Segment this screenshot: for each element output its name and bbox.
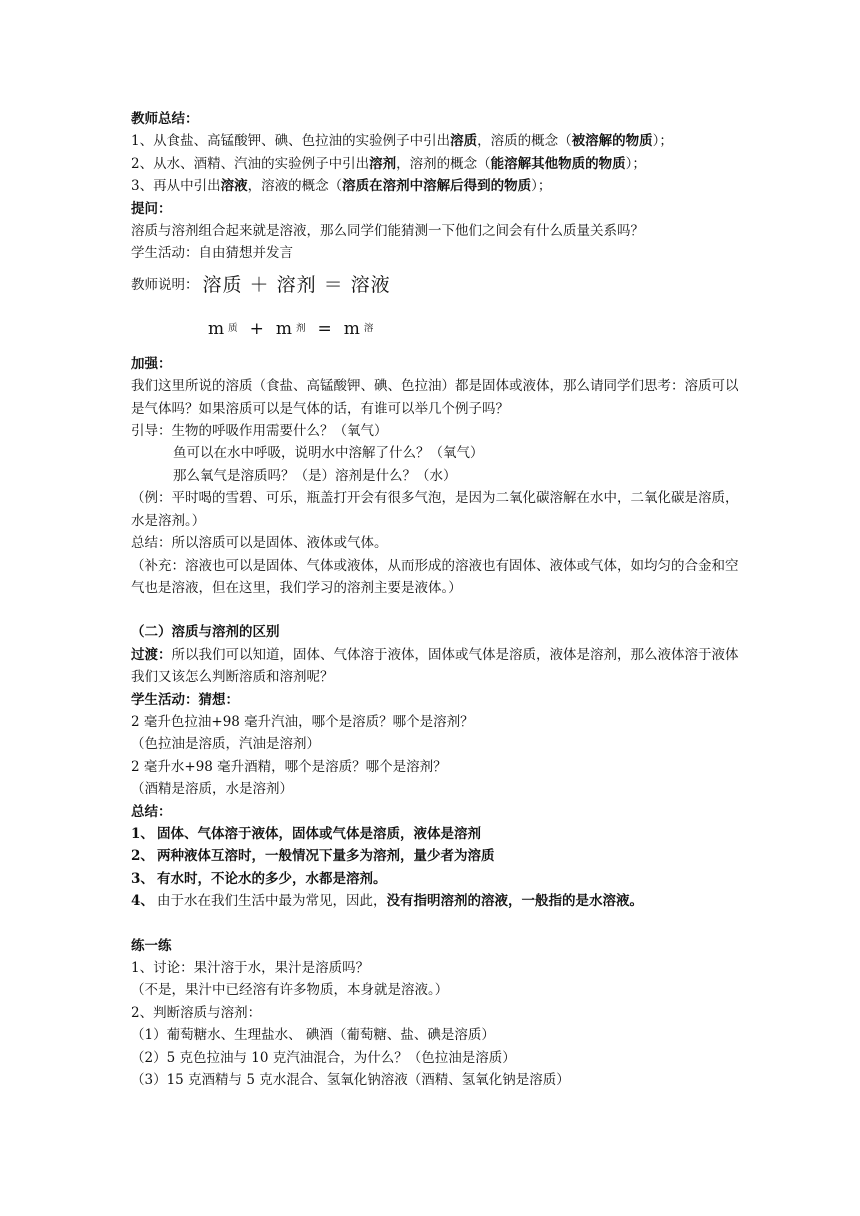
mass-symbol: m [343,318,360,339]
rule-item [131,823,751,845]
reinforce-paragraph: 我们这里所说的溶质（食盐、高锰酸钾、碘、色拉油）都是固体或液体，那么请同学们思考：溶质可以是气体吗？如果溶质可以是气体的话，有谁可以举几个例子吗？ [131,378,739,417]
guess-question-1: 2 毫升色拉油+98 毫升汽油，哪个是溶质？哪个是溶剂？ [131,713,474,730]
summary-item-solute [131,130,751,152]
rule-item [131,868,751,890]
document-page [131,108,751,1091]
plus-sign: + [249,318,264,339]
rule-number: 2、 [131,848,154,865]
practice-item: （1）葡萄糖水、生理盐水、 碘酒（葡萄糖、盐、碘是溶质） [131,1027,495,1044]
guess-answer-2: （酒精是溶质，水是溶剂） [131,781,293,798]
transition-paragraph [131,644,751,689]
section2-heading: （二）溶质与溶剂的区别 [131,624,280,641]
rules-heading: 总结： [131,803,172,820]
item-text: 3、再从中引出 [131,178,221,195]
transition-text: 所以我们可以知道，固体、气体溶于液体，固体或气体是溶质，液体是溶剂，那么液体溶于液体我们又该怎么判断溶质和溶剂呢？ [131,646,739,686]
item-text: ）； [625,155,646,172]
summary-item-solvent [131,153,751,175]
rule-item [131,845,751,867]
item-term: 溶液 [220,178,248,195]
supplement-paragraph: （补充：溶液也可以是固体、气体或液体，从而形成的溶液也有固体、液体或气体，如均匀的合金和空气也是溶液，但在这里，我们学习的溶剂主要是液体。） [131,557,739,596]
transition-label: 过渡： [131,646,172,663]
item-text: ）； [652,133,673,150]
conclusion-line: 总结：所以溶质可以是固体、液体或气体。 [131,535,388,552]
item-text: ）； [531,178,552,195]
word-equation-line [131,265,751,305]
rule-number: 3、 [131,870,154,887]
subscript-solute: 质 [228,322,238,334]
item-term: 溶质 [450,133,478,150]
summary-heading: 教师总结： [131,111,199,127]
practice-question-2: 2、判断溶质与溶剂： [131,1004,262,1021]
practice-question-1: 1、讨论：果汁溶于水，果汁是溶质吗？ [131,960,370,976]
rule-text-bold: 没有指明溶剂的溶液，一般指的是水溶液。 [386,893,643,910]
spacer [131,599,751,621]
student-activity: 学生活动：自由猜想并发言 [131,245,293,262]
item-text: ，溶剂的概念（ [396,155,491,172]
guide-line-2: 鱼可以在水中呼吸，说明水中溶解了什么？（氧气） [173,445,484,462]
rule-text: 有水时，不论水的多少，水都是溶剂。 [157,870,387,887]
rule-number: 4、 [131,893,154,910]
guide-line-1: 引导：生物的呼吸作用需要什么？（氧气） [131,423,388,440]
item-text: ，溶质的概念（ [477,133,572,150]
practice-heading: 练一练 [131,937,172,954]
mass-symbol: m [275,318,293,339]
formula-label: 教师说明： [131,276,199,293]
item-text: 1、从食盐、高锰酸钾、碘、色拉油的实验例子中引出 [131,133,451,150]
equals-sign: = [317,318,332,339]
guess-answer-1: （色拉油是溶质，汽油是溶剂） [131,736,320,753]
practice-answer-1: （不是，果汁中已经溶有许多物质，本身就是溶液。） [131,982,449,999]
subscript-solvent: 剂 [296,322,306,334]
practice-item: （3）15 克酒精与 5 克水混合、氢氧化钠溶液（酒精、氢氧化钠是溶质） [131,1072,570,1089]
item-definition: 溶质在溶剂中溶解后得到的物质 [342,178,532,195]
subscript-solution: 溶 [363,322,374,334]
practice-item: （2）5 克色拉油与 10 克汽油混合，为什么？（色拉油是溶质） [131,1049,516,1066]
rule-text: 由于水在我们生活中最为常见，因此， [157,893,387,910]
guide-line-3: 那么氧气是溶质吗？（是）溶剂是什么？（水） [173,467,457,484]
item-term: 溶剂 [369,155,397,172]
question-heading: 提问： [131,200,172,217]
guess-question-2: 2 毫升水+98 毫升酒精，哪个是溶质？哪个是溶剂？ [131,758,447,775]
rule-number: 1、 [131,825,154,842]
rule-text: 固体、气体溶于液体，固体或气体是溶质，液体是溶剂 [157,825,481,842]
item-definition: 被溶解的物质 [571,133,653,150]
mass-symbol: m [208,318,225,339]
spacer [131,913,751,935]
reinforce-heading: 加强： [131,355,172,372]
rule-text: 两种液体互溶时，一般情况下量多为溶剂，量少者为溶质 [157,848,495,865]
word-equation: 溶质 ＋ 溶剂 ＝ 溶液 [202,273,391,296]
rule-item [131,890,751,912]
item-text: 2、从水、酒精、汽油的实验例子中引出 [131,155,370,172]
summary-item-solution [131,175,751,197]
mass-equation [131,305,751,353]
example-paragraph: （例：平时喝的雪碧、可乐，瓶盖打开会有很多气泡，是因为二氧化碳溶解在水中，二氧化碳是溶质，水是溶剂。） [131,490,739,529]
question-text: 溶质与溶剂组合起来就是溶液，那么同学们能猜测一下他们之间会有什么质量关系吗？ [131,223,644,240]
item-definition: 能溶解其他物质的物质 [490,155,626,172]
item-text: ，溶液的概念（ [247,178,343,195]
activity-heading: 学生活动：猜想： [131,691,239,708]
